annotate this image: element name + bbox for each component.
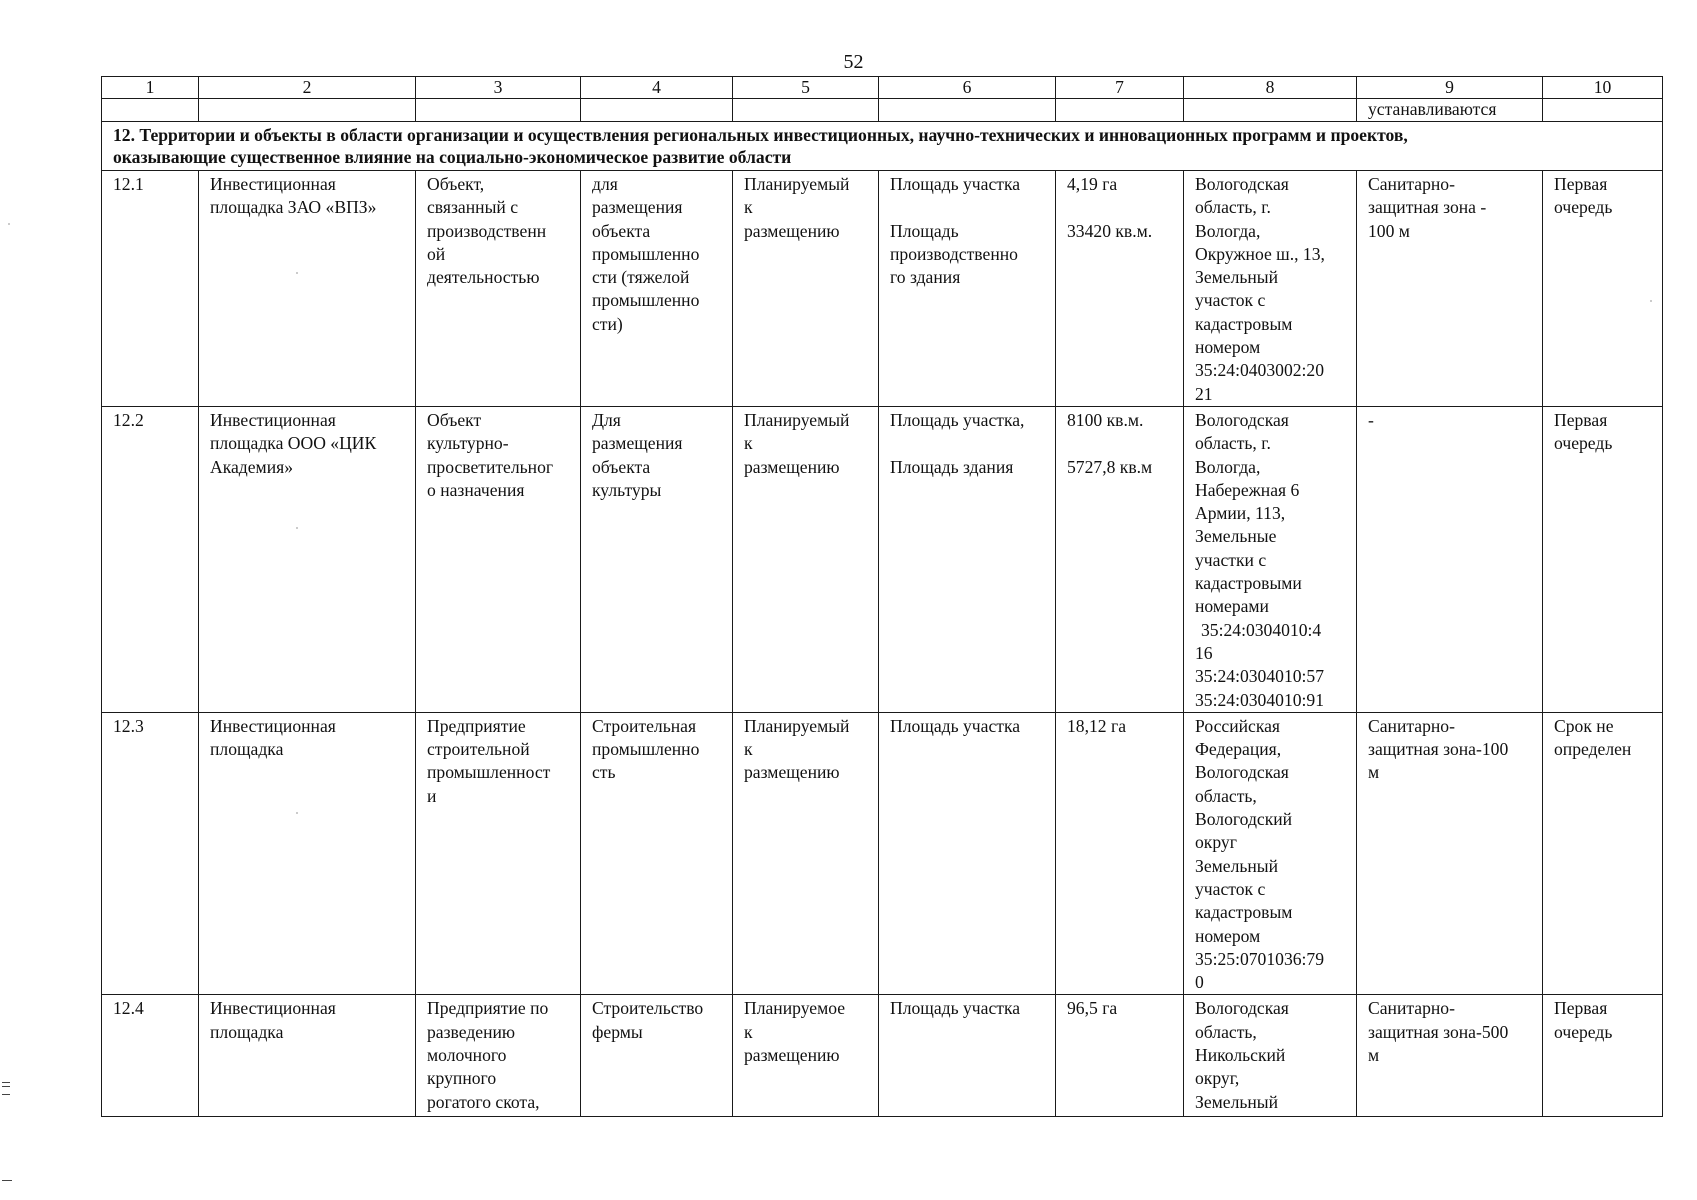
object-type: Предприятие по разведению молочного крупного рогатого скота,: [416, 995, 581, 1117]
section-heading: [102, 122, 1663, 171]
column-number: 8: [1184, 77, 1357, 99]
column-number: 5: [733, 77, 879, 99]
object-status: Планируемое к размещению: [733, 995, 879, 1117]
table-cell: [879, 99, 1056, 122]
table-cell: [416, 99, 581, 122]
object-location: Российская Федерация, Вологодская область, Вологодский округ Земельный участок с кадастровым номером 35:25:0701036:79 0: [1184, 712, 1357, 995]
table-row: [102, 171, 1663, 407]
scan-speck: [296, 272, 298, 274]
table-cell: [1184, 99, 1357, 122]
protection-zone: Санитарно- защитная зона-100 м: [1357, 712, 1543, 995]
column-number: 4: [581, 77, 733, 99]
scan-speck: [296, 527, 298, 529]
section-heading-line: 12. Территории и объекты в области организации и осуществления региональных инвестиционных, научно-технических и инновационных программ и проектов,: [113, 125, 1408, 145]
column-number-row: [102, 77, 1663, 99]
protection-zone: -: [1357, 406, 1543, 712]
implementation-stage: Первая очередь: [1543, 406, 1663, 712]
object-purpose: Для размещения объекта культуры: [581, 406, 733, 712]
territory-table: [101, 76, 1663, 1117]
implementation-stage: Первая очередь: [1543, 995, 1663, 1117]
table-row: [102, 995, 1663, 1117]
column-number: 1: [102, 77, 199, 99]
parameter-values: 18,12 га: [1056, 712, 1184, 995]
scan-speck: [8, 223, 10, 225]
object-location: Вологодская область, г. Вологда, Набережная 6 Армии, 113, Земельные участки с кадастровыми номерами 35:24:0304010:4 16 35:24:0304010:57 35:24:0304010:91: [1184, 406, 1357, 712]
table-cell: [1056, 99, 1184, 122]
section-heading-row: [102, 122, 1663, 171]
column-number: 6: [879, 77, 1056, 99]
table-row: [102, 406, 1663, 712]
object-parameters: Площадь участка, Площадь здания: [879, 406, 1056, 712]
scan-mark: [2, 1094, 10, 1095]
object-name: Инвестиционная площадка: [199, 995, 416, 1117]
parameter-values: 96,5 га: [1056, 995, 1184, 1117]
object-purpose: для размещения объекта промышленно сти (тяжелой промышленно сти): [581, 171, 733, 407]
table-row: [102, 712, 1663, 995]
implementation-stage: Первая очередь: [1543, 171, 1663, 407]
implementation-stage: Срок не определен: [1543, 712, 1663, 995]
object-type: Объект культурно- просветительног о назначения: [416, 406, 581, 712]
object-name: Инвестиционная площадка ЗАО «ВПЗ»: [199, 171, 416, 407]
column-number: 10: [1543, 77, 1663, 99]
row-number: 12.2: [102, 406, 199, 712]
object-type: Объект, связанный с производственн ой деятельностью: [416, 171, 581, 407]
object-parameters: Площадь участка Площадь производственно го здания: [879, 171, 1056, 407]
object-status: Планируемый к размещению: [733, 406, 879, 712]
section-heading-line: оказывающие существенное влияние на социально-экономическое развитие области: [113, 147, 792, 167]
object-name: Инвестиционная площадка ООО «ЦИК Академия»: [199, 406, 416, 712]
row-number: 12.1: [102, 171, 199, 407]
parameter-values: 4,19 га 33420 кв.м.: [1056, 171, 1184, 407]
object-location: Вологодская область, г. Вологда, Окружное ш., 13, Земельный участок с кадастровым номером 35:24:0403002:20 21: [1184, 171, 1357, 407]
page-number: 52: [843, 51, 864, 73]
column-number: 3: [416, 77, 581, 99]
column-number: 7: [1056, 77, 1184, 99]
object-purpose: Строительство фермы: [581, 995, 733, 1117]
table-cell: устанавливаются: [1357, 99, 1543, 122]
object-parameters: Площадь участка: [879, 995, 1056, 1117]
row-number: 12.4: [102, 995, 199, 1117]
object-status: Планируемый к размещению: [733, 171, 879, 407]
table-cell: [102, 99, 199, 122]
scan-speck: [296, 812, 298, 814]
table-cell: [1543, 99, 1663, 122]
parameter-values: 8100 кв.м. 5727,8 кв.м: [1056, 406, 1184, 712]
object-location: Вологодская область, Никольский округ, Земельный: [1184, 995, 1357, 1117]
scan-mark: [2, 1082, 10, 1087]
protection-zone: Санитарно- защитная зона - 100 м: [1357, 171, 1543, 407]
object-type: Предприятие строительной промышленност и: [416, 712, 581, 995]
row-number: 12.3: [102, 712, 199, 995]
object-name: Инвестиционная площадка: [199, 712, 416, 995]
object-parameters: Площадь участка: [879, 712, 1056, 995]
scan-speck: [1650, 300, 1652, 302]
column-number: 9: [1357, 77, 1543, 99]
column-number: 2: [199, 77, 416, 99]
object-status: Планируемый к размещению: [733, 712, 879, 995]
table-cell: [733, 99, 879, 122]
scan-mark: [2, 1180, 12, 1181]
table-cell: [581, 99, 733, 122]
table-cell: [199, 99, 416, 122]
continuation-row: [102, 99, 1663, 122]
protection-zone: Санитарно- защитная зона-500 м: [1357, 995, 1543, 1117]
object-purpose: Строительная промышленно сть: [581, 712, 733, 995]
